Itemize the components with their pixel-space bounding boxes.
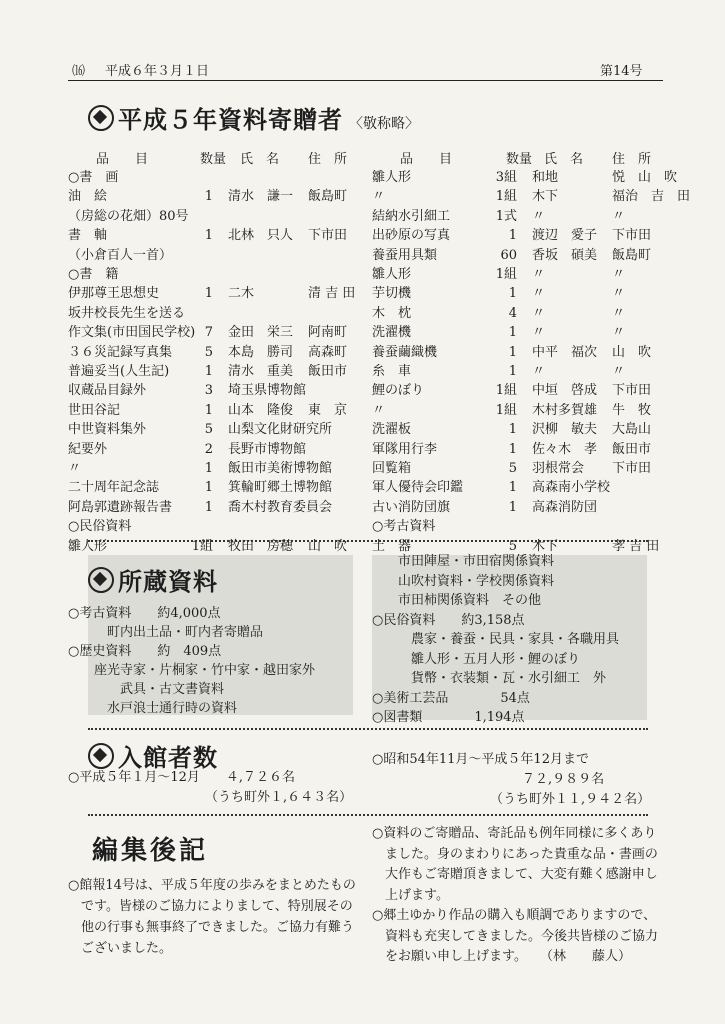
holdings-line: ○美術工芸品 54点 <box>372 690 530 706</box>
editor-note-line: 資料も充実してきました。今後共皆様のご協力 <box>372 928 659 944</box>
holdings-line: 座光寺家・片桐家・竹中家・越田家外 <box>68 663 316 678</box>
donor-place: 下市田 <box>308 228 348 244</box>
donor-name: 沢柳 敏夫 <box>532 422 598 438</box>
donor-qty: 1 <box>204 499 213 515</box>
donor-row <box>68 284 363 304</box>
holdings-line: 水戸浪士通行時の資料 <box>68 701 238 716</box>
donor-name: 〃 <box>532 325 546 341</box>
donor-row <box>372 207 667 227</box>
donor-item: 鯉のぼり <box>372 383 425 399</box>
donor-place: 牛 牧 <box>612 402 652 418</box>
donor-row <box>372 440 667 460</box>
donor-item: 出砂原の写真 <box>372 228 451 244</box>
donor-row <box>68 362 363 382</box>
donor-item: 雛人形 <box>372 267 412 282</box>
donor-row <box>372 362 667 382</box>
donor-name: 渡辺 愛子 <box>532 228 598 244</box>
donor-name: 高森消防団 <box>532 499 598 515</box>
donor-name: 〃 <box>532 286 546 302</box>
donor-qty: 1 <box>204 461 213 476</box>
donor-place: 〃 <box>612 267 626 282</box>
holdings-line: 雛人形・五月人形・鯉のぼり <box>372 651 581 667</box>
donor-row <box>68 381 363 401</box>
donor-qty: 1 <box>204 286 213 302</box>
donor-name: 喬木村教育委員会 <box>228 499 333 515</box>
donor-qty: 1 <box>508 325 517 341</box>
donor-qty: 2 <box>204 441 213 457</box>
donor-qty: 1 <box>508 499 517 515</box>
donor-name: 山本 隆俊 <box>228 402 294 418</box>
donor-qty: 1 <box>508 344 517 360</box>
donor-qty: 1 <box>204 189 213 205</box>
donor-place: 清 吉 田 <box>308 286 356 302</box>
donor-row <box>68 207 363 227</box>
editor-note-line: です。皆様のご協力によりまして、特別展その <box>68 899 353 914</box>
donor-item: 芋切機 <box>372 286 412 302</box>
editor-note-line: ○資料のご寄贈品、寄託品も例年同様に多くあり <box>372 826 657 841</box>
donor-name: 清水 重美 <box>228 364 294 379</box>
donor-place: 福治 吉 田 <box>612 189 691 205</box>
visitors-outside-1993: （うち町外１,６４３名） <box>205 790 353 805</box>
donor-item: 軍隊用行李 <box>372 441 438 457</box>
donor-item: 養蚕用具類 <box>372 247 438 263</box>
donor-row <box>372 401 667 421</box>
donor-item: ○書 籍 <box>68 267 119 282</box>
donor-item: 中世資料集外 <box>68 422 147 438</box>
donor-row <box>372 265 667 285</box>
editor-note-line: ました。身のまわりにあった貴重な品・書画の <box>372 846 658 862</box>
donor-item: （房総の花畑）80号 <box>68 208 189 224</box>
donor-qty: 1 <box>204 364 213 379</box>
editor-notes-title: 編集後記 <box>92 836 209 866</box>
donor-name: 佐々木 孝 <box>532 441 598 457</box>
donor-name: 〃 <box>532 267 546 282</box>
donor-item: （小倉百人一首） <box>68 247 173 263</box>
holdings-line: ○民俗資料 約3,158点 <box>372 612 525 628</box>
donor-name: 北林 只人 <box>228 228 294 244</box>
donor-name: 木村多賀雄 <box>532 402 598 418</box>
donor-item: 〃 <box>372 402 386 418</box>
holdings-line: 武具・古文書資料 <box>68 682 225 697</box>
donor-item: 雛人形 <box>372 170 412 185</box>
donor-place: 下市田 <box>612 228 652 244</box>
donor-name: 飯田市美術博物館 <box>228 461 333 476</box>
donors-left-header <box>68 150 358 170</box>
donor-place: 東 京 <box>308 402 348 418</box>
donor-row <box>68 498 363 518</box>
donor-item: 書 軸 <box>68 228 108 244</box>
donor-name: 清水 謙一 <box>228 189 294 205</box>
section-divider <box>88 814 648 816</box>
donor-qty: 1組 <box>495 189 517 205</box>
donor-item: 回覧箱 <box>372 461 412 476</box>
donor-qty: 1組 <box>495 383 517 399</box>
donor-item: 木 枕 <box>372 305 412 321</box>
donor-name: 箕輪町郷土博物館 <box>228 480 333 496</box>
donor-item: ３６災記録写真集 <box>68 344 173 360</box>
donor-qty: 5 <box>508 461 517 476</box>
donor-qty: 1組 <box>495 267 517 282</box>
donor-qty: 60 <box>500 247 517 263</box>
donor-qty: 7 <box>204 325 213 341</box>
donor-item: 二十周年記念誌 <box>68 480 160 496</box>
holdings-line: ○図書類 1,194点 <box>372 710 525 725</box>
donor-item: 阿島郭遺跡報告書 <box>68 499 173 515</box>
donor-row <box>68 420 363 440</box>
donor-name: 香坂 碩美 <box>532 247 598 263</box>
donor-row <box>372 284 667 304</box>
donor-row <box>372 187 691 207</box>
editor-note-line: をお願い申し上げます。 （林 藤人） <box>372 949 631 964</box>
donor-item: 世田谷記 <box>68 402 121 418</box>
donor-qty: 1 <box>508 364 517 379</box>
donor-place: 阿南町 <box>308 325 348 341</box>
donor-item: 収蔵品目録外 <box>68 383 147 399</box>
editor-note-line: 大作もご寄贈頂きまして、大変有難く感謝申し <box>372 867 658 882</box>
donor-name: 金田 栄三 <box>228 325 294 341</box>
header-place: 住 所 <box>612 152 652 167</box>
holdings-line: ○考古資料 約4,000点 <box>68 606 221 621</box>
donor-item: 作文集(市田国民学校) <box>68 325 196 341</box>
editor-note-line: ○郷土ゆかり作品の購入も順調でありますので、 <box>372 908 657 923</box>
issue-date: 平成６年３月１日 <box>105 64 210 79</box>
donor-row <box>68 323 363 343</box>
donor-place: 孝 吉 田 <box>612 538 660 554</box>
donor-row <box>372 517 667 537</box>
donor-item: 洗濯板 <box>372 422 412 438</box>
holdings-line: 市田柿関係資料 その他 <box>372 593 542 608</box>
donor-qty: 1 <box>508 286 517 302</box>
donor-name: 〃 <box>532 364 546 379</box>
donor-row <box>68 459 363 479</box>
donor-item: 坂井校長先生を送る <box>68 305 186 321</box>
donor-row <box>372 168 678 188</box>
visitors-total: ７２,９８９名 <box>522 772 605 787</box>
header-item: 品 目 <box>96 152 149 167</box>
donor-name: 中垣 啓成 <box>532 383 598 399</box>
donor-row <box>68 187 363 207</box>
header-name: 氏 名 <box>544 152 584 167</box>
donor-place: 高森町 <box>308 344 348 360</box>
donor-place: 下市田 <box>612 383 652 399</box>
section-divider <box>88 728 648 730</box>
donor-place: 〃 <box>612 208 626 224</box>
donor-row <box>372 498 667 518</box>
donor-row <box>372 304 667 324</box>
donor-qty: 4 <box>508 305 517 321</box>
donor-item: ○書 画 <box>68 170 119 185</box>
holdings-line: ○歴史資料 約 409点 <box>68 644 222 659</box>
holdings-line: 貨幣・衣装類・瓦・水引細工 外 <box>372 671 607 686</box>
diamond-circle-icon <box>88 105 114 131</box>
holdings-line: 町内出土品・町内者寄贈品 <box>68 625 264 640</box>
donor-item: 養蚕繭織機 <box>372 344 438 360</box>
diamond-circle-icon <box>88 567 114 593</box>
visitors-title: 入館者数 <box>118 744 218 772</box>
donor-place: 山 吹 <box>612 344 652 360</box>
donor-item: 軍人優待会印鑑 <box>372 480 464 496</box>
donor-name: 木下 <box>532 189 559 205</box>
donor-item: 普遍妥当(人生記) <box>68 364 170 379</box>
editor-note-line: ○館報14号は、平成５年度の歩みをまとめたもの <box>68 878 356 893</box>
donor-qty: 1 <box>508 441 517 457</box>
editor-note-line: 他の行事も無事終了できました。ご協力有難う <box>68 920 355 935</box>
donor-item: 〃 <box>68 461 82 476</box>
donor-place: 悦 山 吹 <box>612 170 678 185</box>
donor-qty: 1 <box>204 228 213 244</box>
donor-row <box>372 323 667 343</box>
issue-number: 第14号 <box>600 64 643 79</box>
donor-qty: 1 <box>508 422 517 438</box>
donors-title: 平成５年資料寄贈者 <box>118 106 343 134</box>
header-qty: 数量 <box>200 152 227 167</box>
donor-name: 二木 <box>228 286 255 302</box>
donor-item: 伊那尊王思想史 <box>68 286 160 302</box>
page-number: ⒃ <box>72 64 86 79</box>
donor-row <box>68 168 363 188</box>
header-name: 氏 名 <box>240 152 280 167</box>
donor-place: 飯島町 <box>612 247 652 263</box>
donor-place: 飯島町 <box>308 189 348 205</box>
donor-item: 雛人形 <box>68 538 108 554</box>
donor-qty: 1 <box>204 480 213 496</box>
header-place: 住 所 <box>308 152 348 167</box>
donor-qty: 1組 <box>495 402 517 418</box>
donor-qty: 5 <box>204 344 213 360</box>
donor-place: 大島山 <box>612 422 652 438</box>
header-item: 品 目 <box>400 152 453 167</box>
visitors-outside-total: （うち町外１１,９４２名） <box>490 792 651 807</box>
visitors-period-total: ○昭和54年11月〜平成５年12月まで <box>372 752 589 767</box>
header-rule <box>68 80 663 81</box>
donor-item: 〃 <box>372 189 386 205</box>
donor-row <box>68 517 363 537</box>
donor-item: 古い消防団旗 <box>372 499 451 515</box>
donor-row <box>68 343 363 363</box>
donor-place: 〃 <box>612 364 626 379</box>
donor-name: 中平 福次 <box>532 344 598 360</box>
donor-row <box>68 246 363 266</box>
diamond-circle-icon <box>88 743 114 769</box>
donor-qty: 1 <box>508 228 517 244</box>
donor-place: 〃 <box>612 305 626 321</box>
donor-qty: 3 <box>204 383 213 399</box>
donor-qty: 5 <box>204 422 213 438</box>
editor-note-line: 上げます。 <box>372 887 449 903</box>
donor-item: 土 器 <box>372 538 412 554</box>
donor-item: 糸 車 <box>372 364 412 379</box>
holdings-line: 山吹村資料・学校関係資料 <box>372 573 555 589</box>
donor-name: 本島 勝司 <box>228 344 294 360</box>
donor-name: 〃 <box>532 305 546 321</box>
donor-row <box>68 401 363 421</box>
donor-name: 長野市博物館 <box>228 441 307 457</box>
donor-row <box>68 265 363 285</box>
donor-row <box>372 246 667 266</box>
donor-name: 木下 <box>532 538 559 554</box>
donor-place: 飯田市 <box>612 441 652 457</box>
donor-row <box>372 226 667 246</box>
holdings-line: 市田陣屋・市田宿関係資料 <box>372 554 555 569</box>
donor-place: 下市田 <box>612 461 652 476</box>
donor-row <box>68 440 363 460</box>
donor-row <box>68 304 363 324</box>
donors-subtitle: 〈敬称略〉 <box>349 116 419 132</box>
donor-qty: 3組 <box>495 170 517 185</box>
donor-name: 高森南小学校 <box>532 480 611 496</box>
editor-note-line: ございました。 <box>68 941 173 956</box>
donor-qty: 1 <box>204 402 213 418</box>
donor-place: 〃 <box>612 286 626 302</box>
donor-row <box>372 343 667 363</box>
donor-item: 洗濯機 <box>372 325 412 341</box>
donor-item: 紀要外 <box>68 441 108 457</box>
header-qty: 数量 <box>506 152 533 167</box>
donor-name: 牧田 房穂 <box>228 538 294 554</box>
donor-place: 飯田市 <box>308 364 348 379</box>
donors-right-header <box>372 150 662 170</box>
donor-place: 山 吹 <box>308 538 348 554</box>
donor-item: ○考古資料 <box>372 519 436 535</box>
donor-name: 〃 <box>532 208 546 224</box>
donor-item: 結納水引細工 <box>372 208 451 224</box>
donor-row <box>372 459 667 479</box>
donor-name: 羽根常会 <box>532 461 585 476</box>
donor-qty: 1 <box>508 480 517 496</box>
donor-name: 埼玉県博物館 <box>228 383 307 399</box>
donor-row <box>68 478 363 498</box>
donor-row <box>372 478 667 498</box>
donor-name: 山梨文化財研究所 <box>228 422 333 438</box>
donor-qty: 1組 <box>191 538 213 554</box>
section-divider <box>88 540 648 542</box>
holdings-line: 農家・養蚕・民具・家具・各職用具 <box>372 632 620 647</box>
donor-item: ○民俗資料 <box>68 519 132 535</box>
donor-place: 〃 <box>612 325 626 341</box>
donor-name: 和地 <box>532 170 559 185</box>
donor-qty: 5 <box>508 538 517 554</box>
holdings-heading <box>88 562 218 597</box>
donor-row <box>372 420 667 440</box>
donor-item: 油 絵 <box>68 189 108 205</box>
visitors-period-1993: ○平成５年１月〜12月 ４,７２６名 <box>68 770 296 785</box>
holdings-title: 所蔵資料 <box>118 568 218 596</box>
donor-row <box>68 226 363 246</box>
donors-heading <box>88 100 419 135</box>
donor-qty: 1式 <box>495 208 517 224</box>
donor-row <box>372 381 667 401</box>
